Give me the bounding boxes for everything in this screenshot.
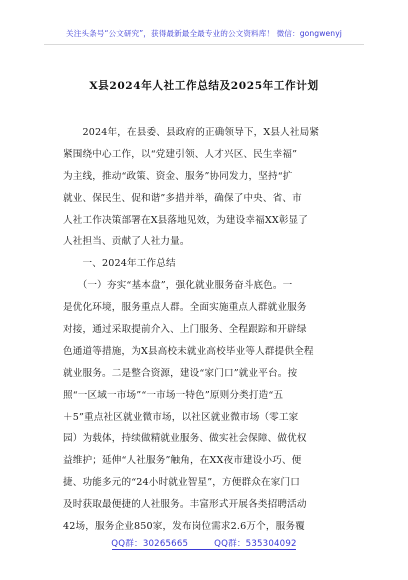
body-line: ＋5”重点社区就业微市场，以社区就业微市场（零工家 bbox=[63, 411, 299, 423]
header-divider bbox=[44, 44, 364, 45]
section-heading: 一、2024年工作总结 bbox=[63, 258, 176, 270]
body-line: 照“一区域一市场”“一市场一特色”原则分类打造“五 bbox=[63, 389, 284, 401]
body-line: 色通道等措施，为X县高校未就业高校毕业等人群提供全程 bbox=[63, 345, 314, 357]
body-line: 人社担当、贡献了人社力量。 bbox=[63, 236, 190, 248]
body-line: 捷、功能多元的“24小时就业智星”，方便群众在家门口 bbox=[63, 477, 300, 489]
header-banner: 关注头条号“公文研究”，获得最新最全最专业的公文资料库！ 微信：gongwenyj bbox=[66, 29, 342, 38]
body-line: 42场，服务企业850家，发布岗位需求2.6万个，服务覆 bbox=[63, 521, 305, 533]
body-line: 为主线，推动“政策、资金、服务”协同发力，坚持“扩 bbox=[63, 170, 293, 182]
body-line: 2024年，在县委、县政府的正确领导下，X县人社局紧 bbox=[63, 127, 320, 138]
qq-group-1: QQ群：30265665 bbox=[111, 539, 189, 549]
body-line: 是优化环境，服务重点人群。全面实施重点人群就业服务 bbox=[63, 302, 307, 314]
body-line: 紧围绕中心工作，以“党建引领、人才兴区、民生幸福” bbox=[63, 148, 298, 160]
document-title: X县2024年人社工作总结及2025年工作计划 bbox=[89, 80, 319, 92]
body-line: 就业服务。二是整合资源，建设“家门口”就业平台。按 bbox=[63, 367, 298, 379]
body-line: 对接，通过采取提前介入、上门服务、全程跟踪和开辟绿 bbox=[63, 324, 307, 336]
body-line: 及时获取最便捷的人社服务。丰富形式开展各类招聘活动 bbox=[63, 499, 307, 511]
body-line: （一）夯实“基本盘”，强化就业服务奋斗底色。一 bbox=[63, 280, 293, 292]
body-line: 人社工作决策部署在X县落地见效，为建设幸福XX彰显了 bbox=[63, 214, 309, 226]
document-body bbox=[63, 122, 353, 538]
body-line: 益维护；延伸“人社服务”触角，在XX夜市建设小巧、便 bbox=[63, 455, 302, 467]
body-line: 就业、保民生、促和谐”多措并举，确保了中央、省、市 bbox=[63, 192, 302, 204]
footer-underline bbox=[112, 549, 296, 550]
qq-group-2: QQ群：535304092 bbox=[214, 539, 297, 549]
body-line: 园）为载体，持续做精就业服务、做实社会保障、做优权 bbox=[63, 433, 307, 445]
footer-contact bbox=[0, 537, 408, 549]
